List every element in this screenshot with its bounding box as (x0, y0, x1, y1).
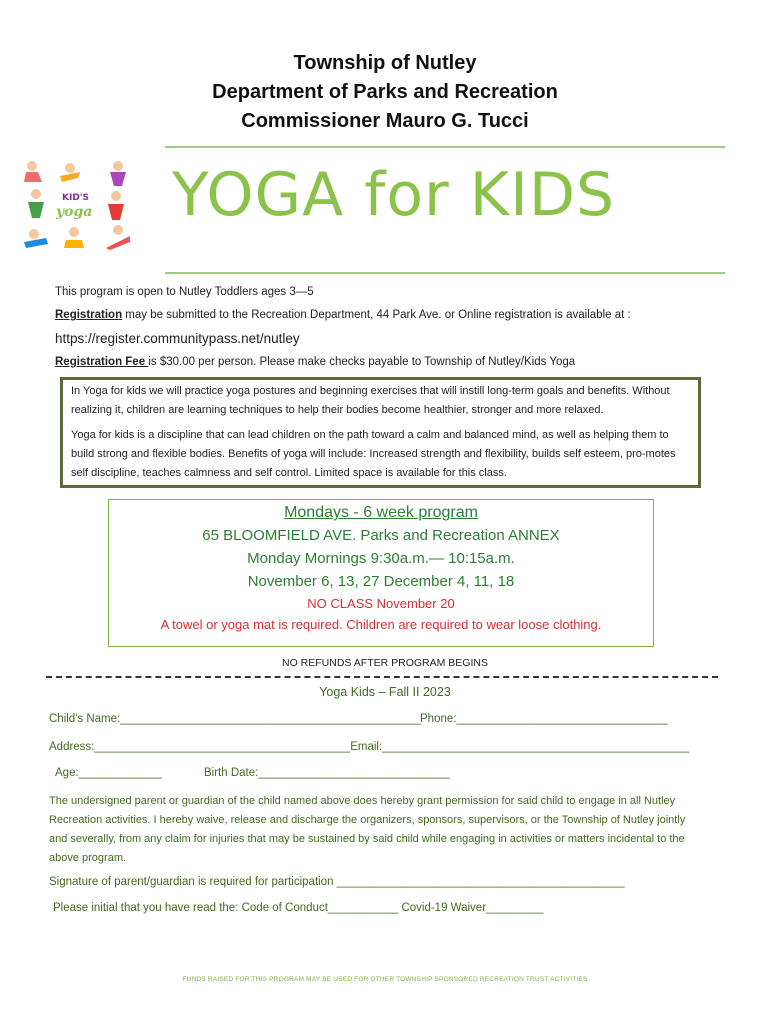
kids-yoga-logo (22, 158, 132, 250)
fee-line (55, 356, 575, 368)
consent-text: The undersigned parent or guardian of the child named above does hereby grant permission for said child to engage in all Nutley Recreation activities. I hereby waive, release and discharge the organizers, sponsors, supervisors, or the Township of Nutley jointly and severally, from any claim for injuries that may be sustained by said child while engaging in activities or matters incidental to the above program. (49, 795, 686, 864)
program-title: YOGA for KIDS (172, 160, 616, 230)
description-para-1: In Yoga for kids we will practice yoga postures and beginning exercises that will instill long-term goals and benefits. Without realizing it, children are learning techniques to help their bodies become healthier, stronger and more relaxed. (71, 385, 670, 416)
schedule-title: Mondays - 6 week program (284, 504, 478, 521)
no-class-notice: NO CLASS November 20 (307, 596, 455, 611)
title-rule (165, 272, 725, 274)
logo-text-kids: KID'S (62, 193, 90, 203)
registration-label: Registration (55, 309, 123, 321)
schedule-box (108, 499, 654, 647)
top-rule (165, 146, 725, 148)
refund-notice: NO REFUNDS AFTER PROGRAM BEGINS (282, 657, 488, 669)
address-email-field[interactable]: Address:________________________________________Email:________________________________________________ (49, 741, 690, 753)
registration-url: https://register.communitypass.net/nutley (55, 331, 300, 346)
eligibility-text: This program is open to Nutley Toddlers ages 3—5 (55, 286, 314, 298)
schedule-location: 65 BLOOMFIELD AVE. Parks and Recreation ANNEX (202, 527, 560, 544)
schedule-dates: November 6, 13, 27 December 4, 11, 18 (247, 573, 515, 590)
requirement-note: A towel or yoga mat is required. Children are required to wear loose clothing. (160, 617, 602, 632)
cut-line (46, 676, 718, 678)
footer-note: FUNDS RAISED FOR THIS PROGRAM MAY BE USED FOR OTHER TOWNSHIP SPONSORED RECREATION TRUST ACTIVITIES (182, 976, 588, 983)
description-box (60, 377, 701, 488)
yoga-kids-figures-icon (22, 158, 132, 250)
description-para-2: Yoga for kids is a discipline that can lead children on the path toward a calm and balanced mind, as well as helping them to build strong and flexible bodies. Benefits of yoga will include: Increased strength and flexibility, builds self esteem, pro-motes self discipline, teaches calmness and self control. Limited space is available for this class. (71, 429, 676, 479)
fee-label: Registration Fee (55, 356, 149, 368)
logo-text-yoga: yoga (56, 204, 93, 220)
age-field[interactable]: Age:_____________ (55, 767, 162, 779)
birth-date-field[interactable]: Birth Date:______________________________ (204, 767, 451, 779)
signature-field[interactable]: Signature of parent/guardian is required for participation _____________________________________________ (49, 876, 625, 888)
form-title: Yoga Kids – Fall II 2023 (319, 685, 451, 699)
header-line-1: Township of Nutley (293, 52, 477, 74)
header-line-2: Department of Parks and Recreation (212, 81, 558, 103)
fee-text: is $30.00 per person. Please make checks payable to Township of Nutley/Kids Yoga (148, 356, 576, 368)
registration-text: may be submitted to the Recreation Department, 44 Park Ave. or Online registration is available at : (122, 309, 631, 321)
schedule-time: Monday Mornings 9:30a.m.— 10:15a.m. (247, 550, 515, 567)
registration-line (55, 309, 631, 321)
header-line-3: Commissioner Mauro G. Tucci (241, 110, 529, 132)
child-name-field[interactable]: Child's Name:_______________________________________________ (49, 713, 421, 725)
initial-field[interactable]: Please initial that you have read the: Code of Conduct___________ Covid-19 Waiver_________ (53, 902, 544, 914)
phone-field[interactable]: Phone:_________________________________ (420, 713, 668, 725)
